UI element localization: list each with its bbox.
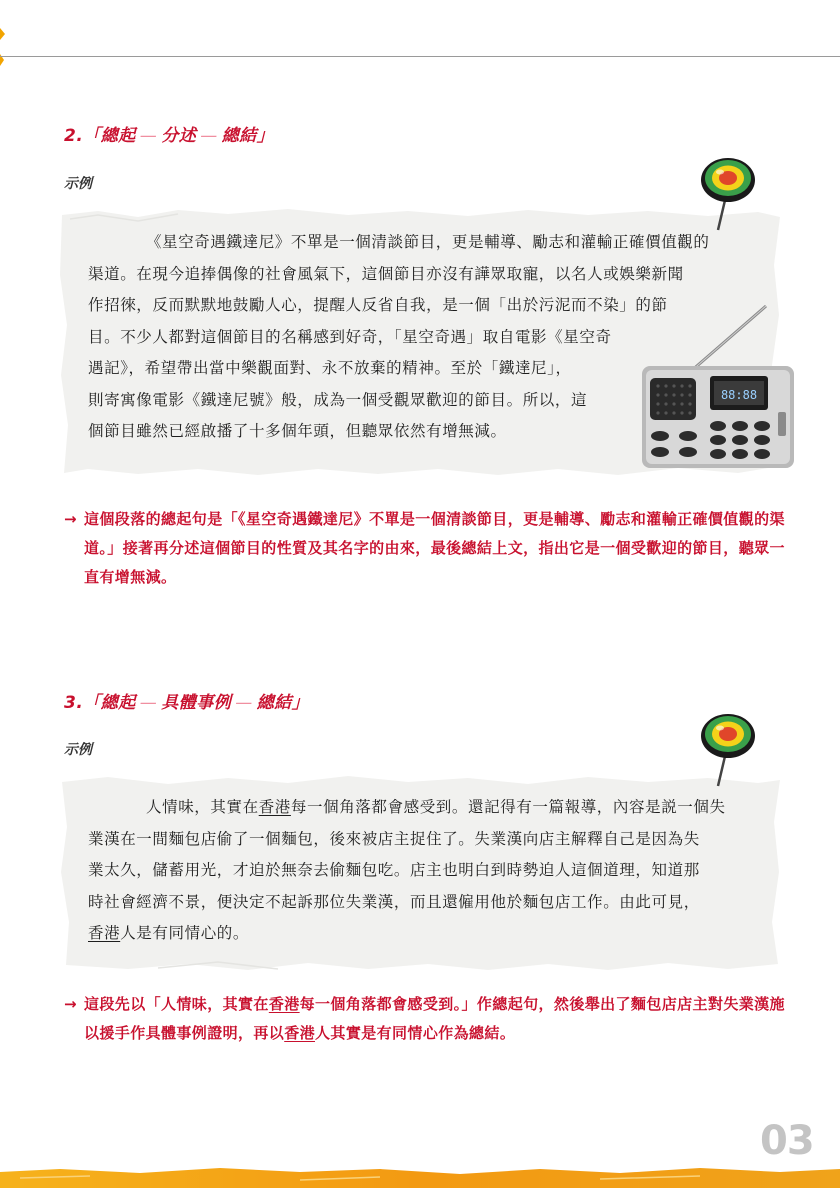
footer-decoration (0, 1166, 840, 1188)
analysis-text: 人其實是有同情心作為總結。 (315, 1024, 516, 1042)
section-3-title (64, 688, 309, 713)
paragraph-line: 則寄寓像電影《鐵達尼號》般，成為一個受觀眾歡迎的節目。所以，這 (88, 390, 588, 409)
paragraph-text: 每一個角落都會感受到。還記得有一篇報導，內容是説一個失 (290, 798, 726, 816)
place-name-hongkong: 香港 (268, 995, 300, 1013)
analysis-text: 每一個角落都會感受到。」作總起句，然後舉出了麵包店店主對失業漢施以援手作具體事例證明，再以 (84, 995, 785, 1042)
section-2-title-open: 2.「總起 (64, 126, 136, 146)
paragraph-line: 時社會經濟不景，便決定不起訴那位失業漢，而且還僱用他於麵包店工作。由此可見， (88, 892, 700, 911)
section-3-paragraph (88, 792, 788, 950)
arrow-icon: → (64, 995, 77, 1013)
corner-decoration (0, 20, 6, 70)
radio-icon (638, 300, 802, 472)
section-2-title-close: 總結」 (221, 126, 275, 146)
header-rule (0, 56, 840, 57)
page-number: 03 (760, 1118, 814, 1164)
section-3-title-close: 總結」 (256, 693, 310, 713)
place-name-hongkong: 香港 (284, 1024, 316, 1042)
section-3-paper-card (58, 772, 783, 972)
target-pin-icon (698, 712, 758, 792)
section-3-title-mid: 具體事例 (161, 693, 232, 713)
section-3-analysis-text (64, 990, 794, 1048)
section-3-analysis (64, 990, 794, 1048)
paragraph-line: 《星空奇遇鐵達尼》不單是一個清談節目，更是輔導、勵志和灌輸正確價值觀的 (146, 233, 710, 251)
section-2-analysis (64, 505, 794, 592)
analysis-text: 這段先以「人情味，其實在 (84, 995, 269, 1013)
paragraph-line: 遇記》，希望帶出當中樂觀面對、永不放棄的精神。至於「鐵達尼」， (88, 359, 572, 377)
title-dash: — (235, 693, 253, 713)
title-dash: — (139, 693, 158, 713)
target-pin-icon (698, 156, 758, 236)
place-name-hongkong: 香港 (88, 924, 121, 942)
section-2-example-label: 示例 (64, 176, 92, 192)
title-dash: — (200, 126, 218, 146)
paragraph-line: 目。不少人都對這個節目的名稱感到好奇，「星空奇遇」取自電影《星空奇 (88, 327, 612, 346)
paragraph-line: 個節目雖然已經啟播了十多個年頭，但聽眾依然有增無減。 (88, 422, 507, 440)
radio-display-text: 88:88 (720, 388, 758, 402)
paragraph-line: 業太久，儲蓄用光，才迫於無奈去偷麵包吃。店主也明白到時勢迫人這個道理，知道那 (88, 861, 700, 879)
section-3-title-open: 3.「總起 (64, 693, 136, 713)
paragraph-line: 業漢在一間麵包店偷了一個麵包，後來被店主捉住了。失業漢向店主解釋自己是因為失 (88, 829, 700, 848)
paragraph-text: 人情味，其實在 (146, 798, 259, 816)
section-2-title-mid: 分述 (161, 126, 197, 146)
arrow-icon: → (64, 510, 77, 528)
paragraph-text: 人是有同情心的。 (120, 924, 250, 942)
section-3-example-label: 示例 (64, 742, 92, 758)
paragraph-line: 渠道。在現今追捧偶像的社會風氣下，這個節目亦沒有譁眾取寵，以名人或娛樂新聞 (88, 264, 684, 283)
place-name-hongkong: 香港 (258, 798, 291, 816)
title-dash: — (139, 126, 158, 146)
section-2-title (64, 121, 274, 146)
paragraph-line: 作招徠，反而默默地鼓勵人心，提醒人反省自我，是一個「出於污泥而不染」的節 (88, 296, 668, 314)
section-2-analysis-text: 這個段落的總起句是「《星空奇遇鐵達尼》不單是一個清談節目，更是輔導、勵志和灌輸正確價值觀的渠道。」接著再分述這個節目的性質及其名字的由來，最後總結上文，指出它是一個受歡迎的節目，聽眾一直有增無減。 (84, 510, 785, 586)
